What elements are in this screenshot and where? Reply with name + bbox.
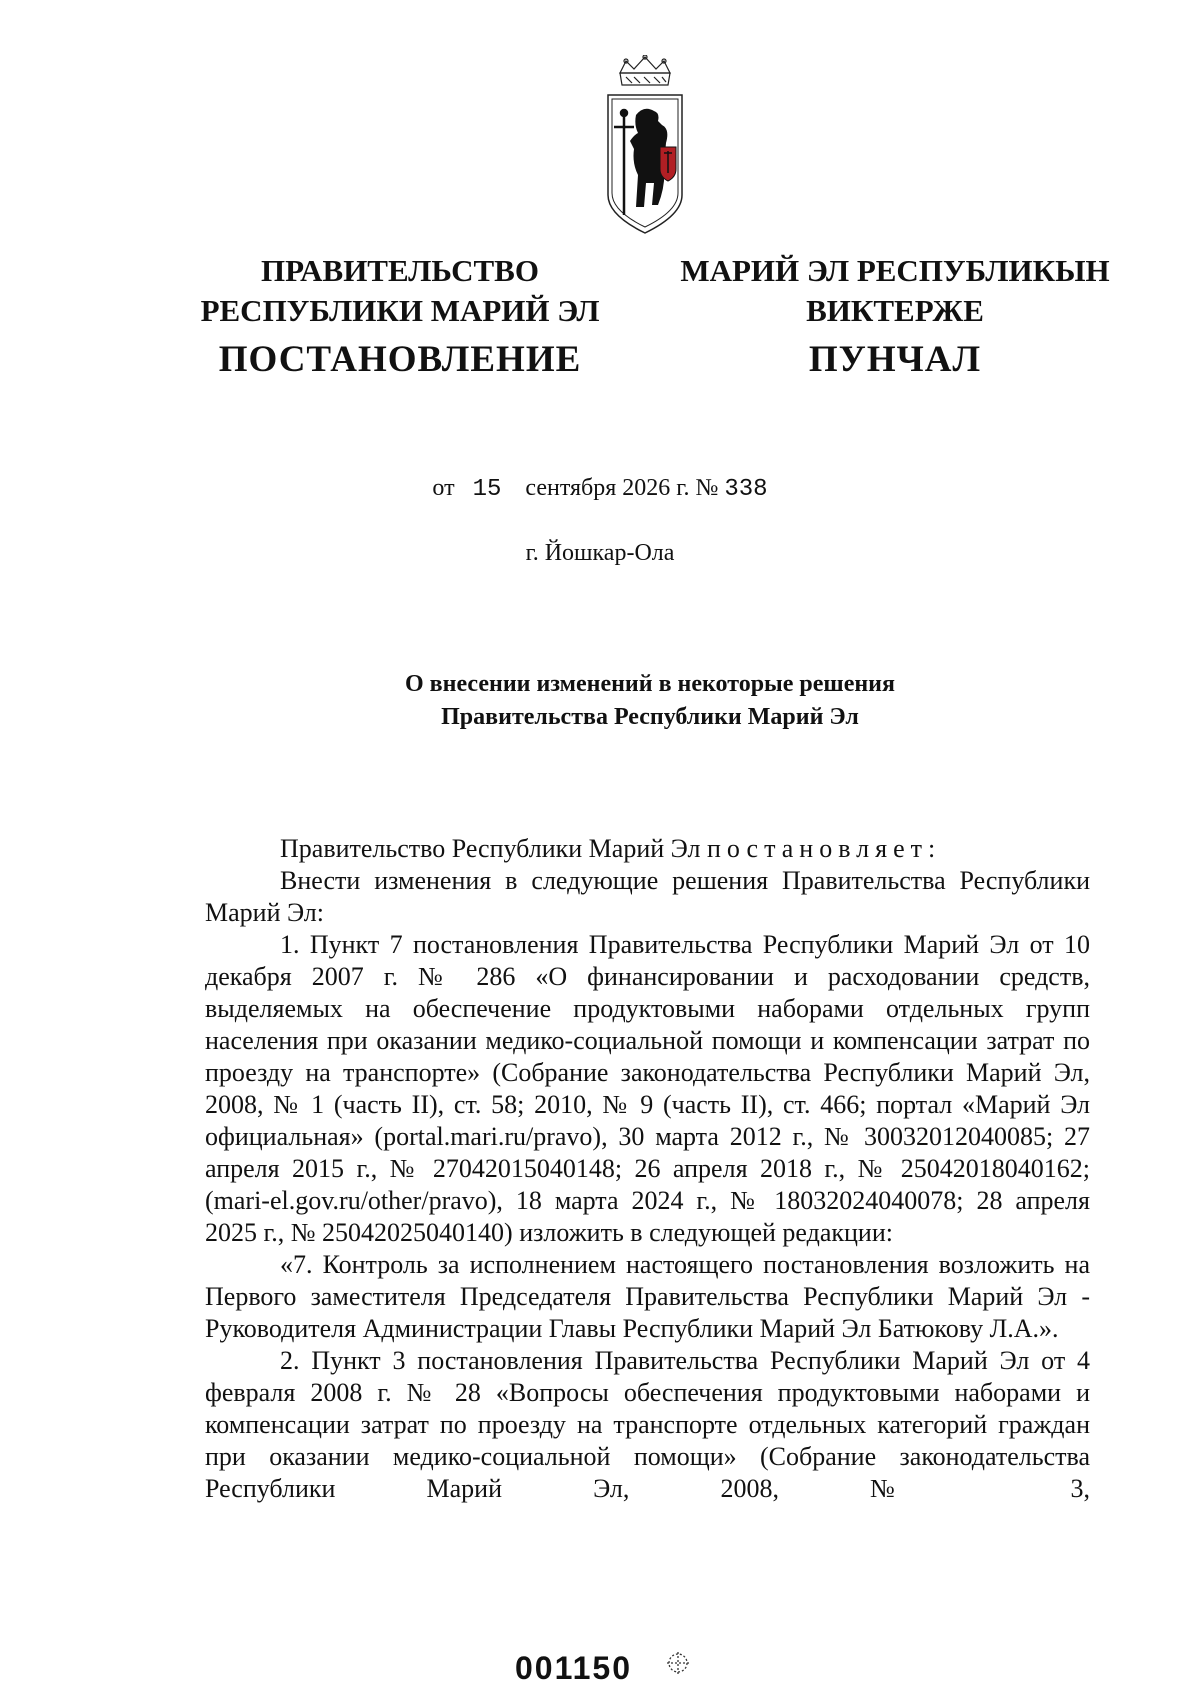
document-type-left: ПОСТАНОВЛЕНИЕ (218, 339, 582, 380)
serial-number: 001150 (515, 1650, 633, 1686)
header-right-line2: ВИКТЕРЖЕ (806, 293, 984, 328)
date-month-year: сентября 2026 г. № (525, 475, 719, 501)
title-line1: О внесении изменений в некоторые решения (405, 671, 895, 697)
city: г. Йошкар-Ола (525, 540, 675, 566)
preamble-spaced: постановляет: (706, 834, 942, 863)
preamble (205, 833, 1090, 865)
document-number: 338 (724, 476, 768, 503)
header-right (670, 251, 1120, 331)
document-title (200, 668, 1100, 734)
date-prefix: от (432, 475, 455, 501)
header-right-line1: МАРИЙ ЭЛ РЕСПУБЛИКЫН (680, 253, 1110, 288)
stamp-mark-icon (665, 1650, 691, 1676)
title-line2: Правительства Республики Марий Эл (441, 704, 859, 730)
date-day: 15 (472, 476, 502, 503)
header-left-line1: ПРАВИТЕЛЬСТВО (261, 253, 539, 288)
coat-of-arms-icon (600, 55, 690, 235)
header-left (200, 251, 600, 331)
header-left-line2: РЕСПУБЛИКИ МАРИЙ ЭЛ (200, 293, 600, 328)
preamble-text: Правительство Республики Марий Эл (280, 834, 707, 863)
item-1-paragraph: 1. Пункт 7 постановления Правительства Республики Марий Эл от 10 декабря 2007 г. № 286 «О финансировании и расходовании средств, выделяемых на обеспечение продуктовыми наборами отдельных групп населения при оказании медико-социальной помощи и компенсации затрат по проезду на транспорте» (Собрание законодательства Республики Марий Эл, 2008, № 1 (часть II), ст. 58; 2010, № 9 (часть II), ст. 466; портал «Марий Эл официальная» (portal.mari.ru/pravo), 30 марта 2012 г., № 30032012040085; 27 апреля 2015 г., № 27042015040148; 26 апреля 2018 г., № 25042018040162; (mari-el.gov.ru/other/pravo), 18 марта 2024 г., № 18032024040078; 28 апреля 2025 г., № 25042025040140) изложить в следующей редакции: (205, 930, 1090, 1247)
item-1-quote-paragraph: «7. Контроль за исполнением настоящего постановления возложить на Первого заместителя Председателя Правительства Республики Марий Эл - Руководителя Администрации Главы Республики Марий Эл Батюкову Л.А.». (205, 1250, 1090, 1343)
document-body (205, 833, 1090, 1505)
document-type-right: ПУНЧАЛ (808, 339, 982, 380)
date-line (0, 475, 1200, 503)
intro-paragraph: Внести изменения в следующие решения Правительства Республики Марий Эл: (205, 866, 1090, 927)
item-2-paragraph: 2. Пункт 3 постановления Правительства Республики Марий Эл от 4 февраля 2008 г. № 28 «Вопросы обеспечения продуктовыми наборами и компенсации затрат по проезду на транспорте отдельных категорий граждан при оказании медико-социальной помощи» (Собрание законодательства Республики Марий Эл, 2008, № 3, (205, 1346, 1090, 1503)
